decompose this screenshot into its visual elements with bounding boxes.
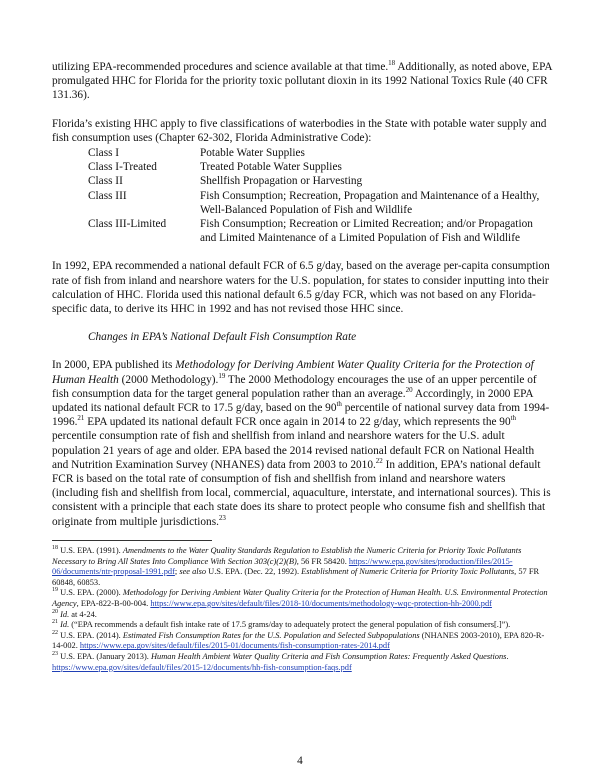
classification-desc: Treated Potable Water Supplies [200, 161, 342, 174]
citation-title: Establishment of Numeric Criteria for Priority Toxic Pollutants [301, 567, 515, 577]
text-run: utilizing EPA-recommended procedures and science available at that time. [52, 61, 389, 73]
text-run: U.S. EPA. (1991). [58, 546, 123, 555]
paragraph-1992-fcr: In 1992, EPA recommended a national default FCR of 6.5 g/day, based on the average per-capita consumption rate of fish from inland and nearshore waters for the U.S. population, for states to consider inputting into their calculation of HHC. Florida used this national default 6.5 g/day FCR, which was not based on any Florida-specific data, to derive its HHC in 1992 and has not revised those HHC since. [52, 260, 550, 316]
footnote-number: 20 [52, 608, 58, 615]
citation-link[interactable]: https://www.epa.gov/sites/production/files/2015-06/documents/ntr-proposal-1991.pdf [52, 556, 513, 577]
text-run: In addition, EPA’s national default FCR is based on the total rate of consumption of fish and shellfish from inland and nearshore waters (including fish and shellfish from local, commercial, aquaculture, interstate, and international sources). This is consistent with a principle that each state does its share to protect people who consume fish and shellfish that originate from multiple jurisdictions. [52, 458, 551, 528]
ordinal-suffix: th [510, 414, 517, 423]
text-run: percentile of national survey data from 1994-1996. [52, 402, 550, 429]
paragraph-intro [52, 60, 552, 103]
id-signal: Id. [58, 609, 70, 619]
citation-link[interactable]: https://www.epa.gov/sites/default/files/2015-12/documents/hh-fish-consumption-faqs.pdf [52, 662, 352, 672]
footnotes [52, 546, 552, 673]
classification-list [52, 146, 552, 245]
classification-desc: Fish Consumption; Recreation, Propagation and Maintenance of a Healthy, Well-Balanced Population of Fish and Wildlife [200, 189, 540, 216]
classification-desc: Shellfish Propagation or Harvesting [200, 175, 363, 188]
footnote-18 [52, 546, 552, 588]
footnote-ref-23[interactable]: 23 [218, 513, 226, 522]
citation-title: Estimated Fish Consumption Rates for the U.S. Population and Selected Subpopulations [122, 630, 420, 640]
classification-name: Class III [88, 189, 127, 202]
text-run: , 56 FR 58420. [296, 556, 349, 566]
classification-row [52, 217, 552, 245]
classification-row [52, 174, 552, 188]
body-text [52, 60, 552, 543]
text-run: Accordingly, in 2000 EPA updated its national default FCR to 17.5 g/day, based on the 90 [52, 387, 533, 415]
classification-desc: Potable Water Supplies [200, 147, 305, 160]
footnote-number: 23 [52, 651, 58, 658]
footnote-number: 18 [52, 545, 58, 552]
text-run: , EPA-822-B-00-004. [76, 598, 151, 608]
footnote-ref-19[interactable]: 19 [218, 371, 226, 380]
citation-title: Human Health Ambient Water Quality Criteria and Fish Consumption Rates: Frequently Asked Questions [150, 651, 507, 661]
classification-desc: Fish Consumption; Recreation or Limited Recreation; and/or Propagation and Limited Maintenance of a Limited Population of Fish and Wildlife [200, 218, 533, 245]
citation-link[interactable]: https://www.epa.gov/sites/default/files/2018-10/documents/methodology-wqc-protection-hh-2000.pdf [150, 598, 492, 608]
classification-name: Class I-Treated [88, 161, 157, 174]
text-run: (NHANES 2003-2010), EPA 820-R-14-002. [52, 630, 545, 651]
text-run: (2000 Methodology). [118, 373, 219, 386]
footnote-22 [52, 631, 552, 652]
citation-link[interactable]: https://www.epa.gov/sites/default/files/2015-01/documents/fish-consumption-rates-2014.pdf [79, 641, 390, 651]
document-title: Methodology for Deriving Ambient Water Quality Criteria for the Protection of Human Health [52, 359, 534, 386]
footnote-number: 22 [52, 629, 58, 636]
footnote-divider [52, 540, 212, 541]
footnote-number: 19 [52, 587, 58, 594]
footnote-ref-21[interactable]: 21 [77, 414, 85, 423]
text-run: at 4-24. [69, 609, 97, 619]
footnote-19 [52, 588, 552, 609]
section-heading: Changes in EPA’s National Default Fish Consumption Rate [88, 331, 357, 344]
text-run: U.S. EPA. (January 2013). [58, 651, 151, 661]
classification-name: Class III-Limited [88, 218, 167, 231]
text-run: . [506, 651, 509, 661]
id-signal: Id. [58, 620, 70, 630]
text-run: percentile consumption rate of fish and shellfish from inland and nearshore waters for the U.S. adult population 21 years of age and older. EPA based the 2014 revised national default FCR on National Health and Nutrition Examination Survey (NHANES) data from 2003 to 2010. [52, 430, 535, 471]
text-run: In 2000, EPA published its [52, 359, 176, 372]
footnote-21 [52, 620, 552, 631]
classification-row [52, 189, 552, 217]
classification-name: Class I [88, 147, 120, 160]
paragraph-classifications-intro: Florida’s existing HHC apply to five classifications of waterbodies in the State with potable water supply and fish consumption uses (Chapter 62-302, Florida Administrative Code): [52, 117, 547, 144]
footnote-ref-18[interactable]: 18 [388, 59, 396, 68]
ordinal-suffix: th [336, 400, 342, 409]
text-run: (“EPA recommends a default fish intake rate of 17.5 grams/day to adequately protect the general population of fish consumers[.]”). [69, 620, 511, 630]
classification-name: Class II [88, 175, 123, 188]
classification-row [52, 160, 552, 174]
footnote-23 [52, 652, 552, 673]
signal-word: see also [179, 567, 207, 577]
footnote-ref-22[interactable]: 22 [375, 457, 383, 466]
citation-title: Methodology for Deriving Ambient Water Quality Criteria for the Protection of Human Health. U.S. Environmental Protection Agency [52, 588, 548, 608]
paragraph-2000-methodology [52, 358, 552, 528]
citation-title: Amendments to the Water Quality Standards Regulation to Establish the Numeric Criteria for Priority Toxic Pollutants Necessary to Bring All States Into Compliance With Section 303(c)(2)(B) [52, 546, 522, 566]
text-run: U.S. EPA. (2014). [58, 630, 123, 640]
text-run: U.S. EPA. (2000). [58, 588, 123, 598]
page-number: 4 [297, 755, 303, 767]
text-run: Additionally, as noted above, EPA promulgated HHC for Florida for the priority toxic pollutant dioxin in its 1992 National Toxics Rule (40 CFR 131.36). [52, 61, 552, 102]
text-run: , 57 FR 60848, 60853. [52, 567, 540, 587]
footnote-ref-20[interactable]: 20 [405, 386, 413, 395]
text-run: The 2000 Methodology encourages the use of an upper percentile of fish consumption data for the target general population rather than an average. [52, 373, 537, 400]
text-run: ; [174, 567, 180, 577]
classification-row [52, 146, 552, 160]
text-run: U.S. EPA. (Dec. 22, 1992). [206, 567, 302, 577]
footnote-20 [52, 610, 552, 621]
footnote-number: 21 [52, 619, 58, 626]
text-run: EPA updated its national default FCR once again in 2014 to 22 g/day, which represents the 90 [84, 416, 511, 429]
